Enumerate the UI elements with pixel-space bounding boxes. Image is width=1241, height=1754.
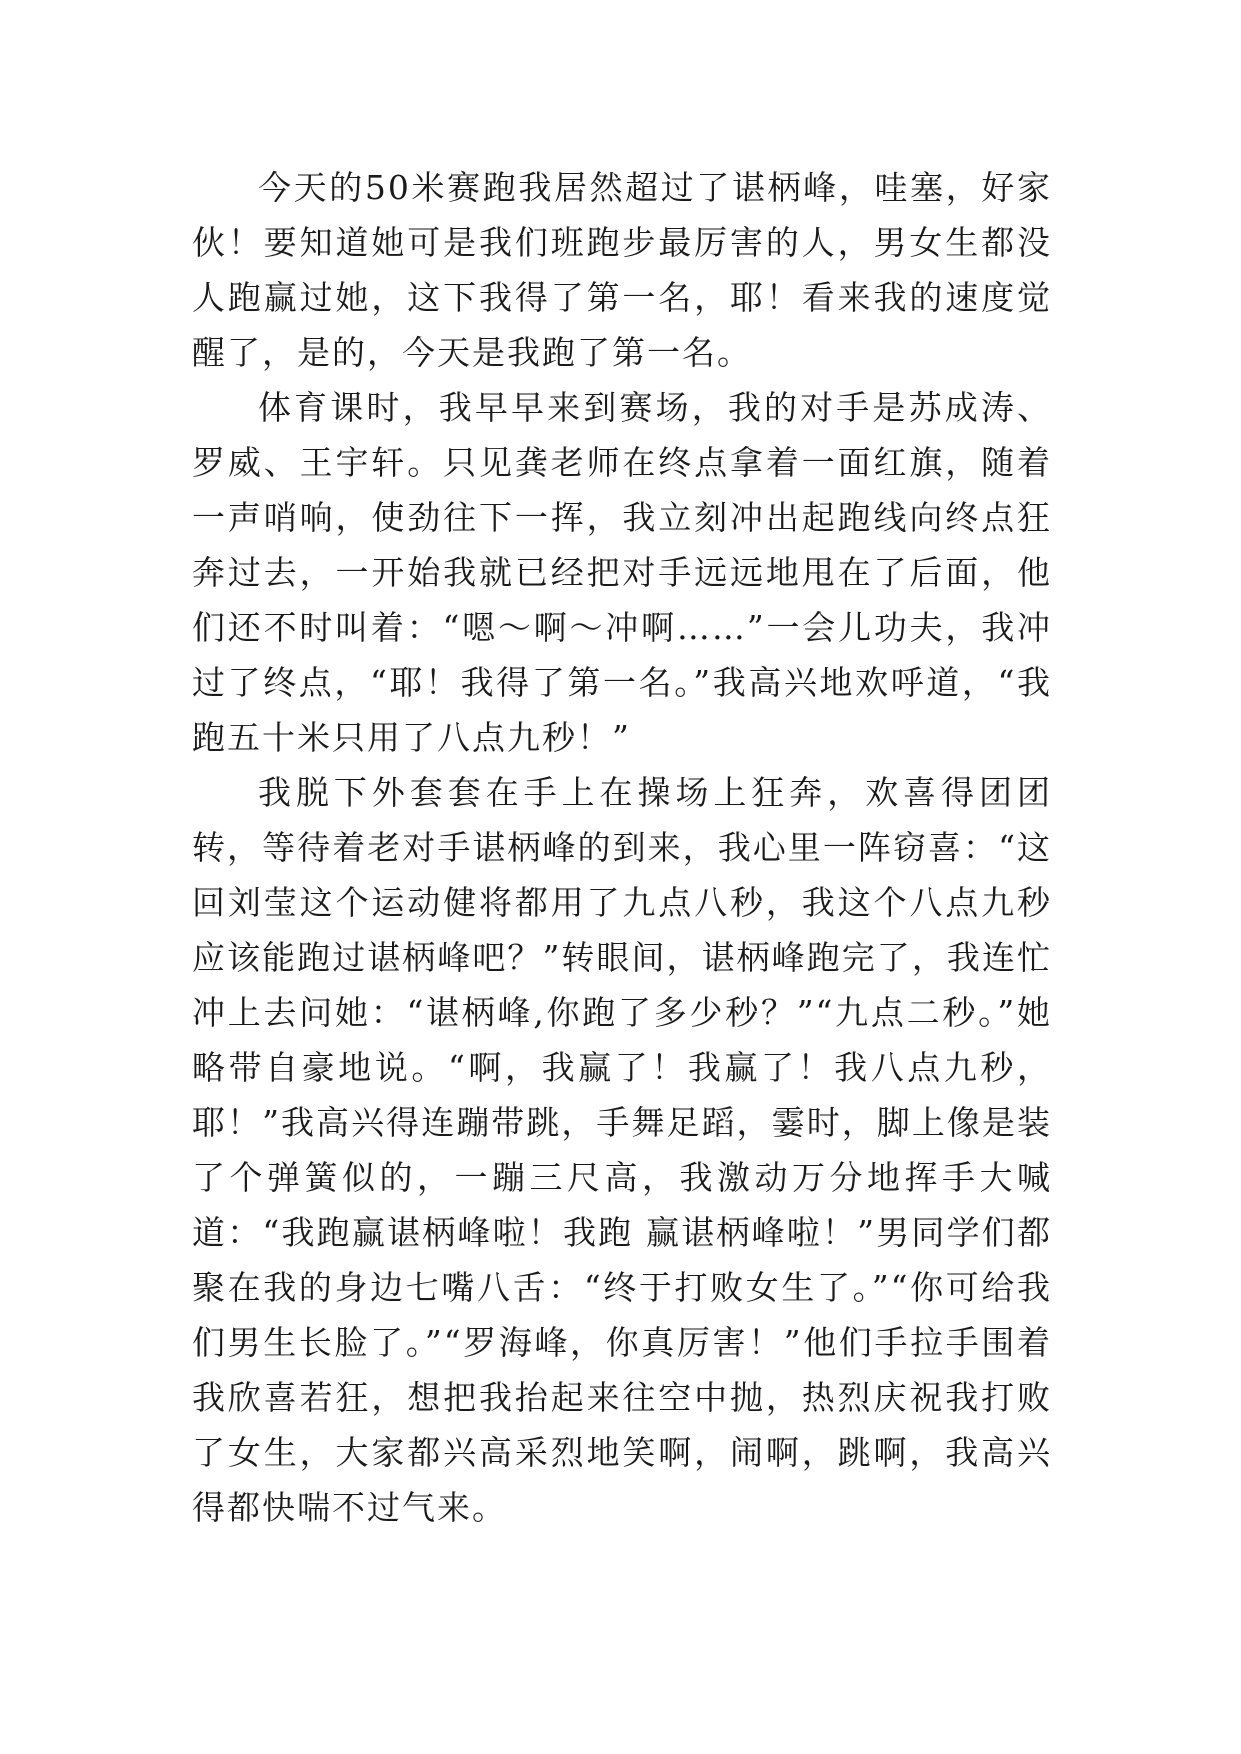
- paragraph-2: 体育课时，我早早来到赛场，我的对手是苏成涛、罗威、王宇轩。只见龚老师在终点拿着一面红旗，随着一声哨响，使劲往下一挥，我立刻冲出起跑线向终点狂奔过去，一开始我就已经把对手远远地甩在了后面，他们还不时叫着：“嗯～啊～冲啊……”一会儿功夫，我冲过了终点，“耶！我得了第一名。”我高兴地欢呼道，“我跑五十米只用了八点九秒！”: [192, 388, 1052, 757]
- essay-body: [192, 160, 1052, 1535]
- paragraph-3: 我脱下外套套在手上在操场上狂奔，欢喜得团团转，等待着老对手谌柄峰的到来，我心里一阵窃喜：“这回刘莹这个运动健将都用了九点八秒，我这个八点九秒应该能跑过谌柄峰吧？”转眼间，谌柄峰跑完了，我连忙冲上去问她：“谌柄峰,你跑了多少秒？”“九点二秒。”她略带自豪地说。“啊，我赢了！我赢了！我八点九秒，耶！”我高兴得连蹦带跳，手舞足蹈，霎时，脚上像是装了个弹簧似的，一蹦三尺高，我激动万分地挥手大喊道：“我跑赢谌柄峰啦！我跑 赢谌柄峰啦！”男同学们都聚在我的身边七嘴八舌：“终于打败女生了。”“你可给我们男生长脸了。”“罗海峰，你真厉害！”他们手拉手围着我欣喜若狂，想把我抬起来往空中抛，热烈庆祝我打败了女生，大家都兴高采烈地笑啊，闹啊，跳啊，我高兴得都快喘不过气来。: [192, 773, 1052, 1527]
- paragraph-1: 今天的50米赛跑我居然超过了谌柄峰，哇塞，好家伙！要知道她可是我们班跑步最厉害的人，男女生都没人跑赢过她，这下我得了第一名，耶！看来我的速度觉醒了，是的，今天是我跑了第一名。: [192, 168, 1052, 372]
